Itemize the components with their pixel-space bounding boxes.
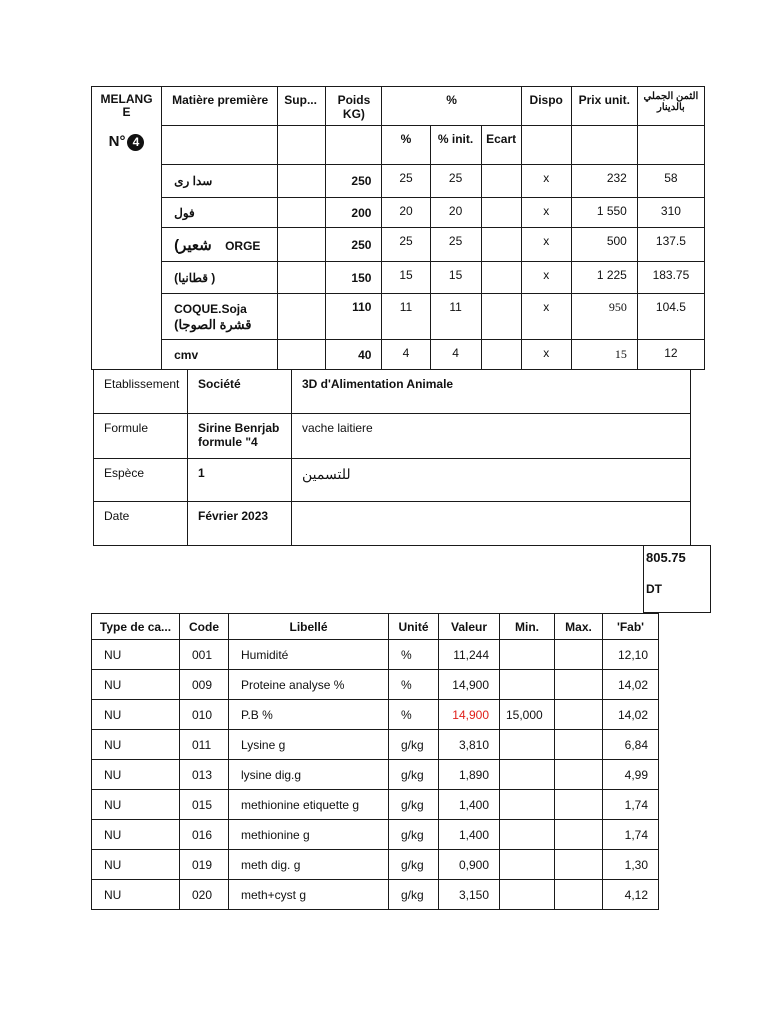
- sup-cell: [278, 228, 326, 262]
- ingredient-name: COQUE.Soja: [174, 301, 247, 316]
- analysis-row: [92, 670, 659, 700]
- ingredient-name-extra: (قشرة الصوجا: [174, 316, 252, 332]
- societe-label: Société: [188, 370, 292, 414]
- analysis-valeur: 3,150: [439, 880, 500, 910]
- formule-desc: vache laitiere: [292, 414, 691, 459]
- ingredient-dispo: x: [521, 165, 571, 198]
- espece-value: 1: [188, 459, 292, 502]
- date-label: Date: [94, 502, 188, 546]
- header-matiere: Matière première: [162, 87, 278, 126]
- ingredient-pct-init: 11: [430, 294, 481, 340]
- analysis-row: [92, 700, 659, 730]
- total-value: 805.75: [646, 550, 686, 565]
- ingredient-dispo: x: [521, 262, 571, 294]
- ingredient-total: 310: [637, 198, 704, 228]
- analysis-row: [92, 730, 659, 760]
- composition-table: [91, 86, 705, 370]
- analysis-type: NU: [92, 880, 180, 910]
- analysis-libelle: meth dig. g: [229, 850, 389, 880]
- ingredient-poids: 250: [326, 165, 382, 198]
- header-prix: Prix unit.: [571, 87, 637, 126]
- societe-value: 3D d'Alimentation Animale: [292, 370, 691, 414]
- melange-number: [92, 133, 161, 151]
- col-max: Max.: [555, 614, 603, 640]
- analysis-code: 020: [180, 880, 229, 910]
- melange-number-badge: 4: [127, 134, 144, 151]
- analysis-valeur: 14,900: [439, 700, 500, 730]
- analysis-libelle: lysine dig.g: [229, 760, 389, 790]
- ingredient-prix: 232: [571, 165, 637, 198]
- analysis-unite: g/kg: [389, 760, 439, 790]
- analysis-min: [500, 880, 555, 910]
- analysis-unite: g/kg: [389, 820, 439, 850]
- analysis-type: NU: [92, 790, 180, 820]
- analysis-fab: 1,74: [603, 790, 659, 820]
- ingredient-row: [92, 198, 705, 228]
- col-libelle: Libellé: [229, 614, 389, 640]
- analysis-libelle: meth+cyst g: [229, 880, 389, 910]
- sub-empty: [162, 126, 278, 165]
- ingredient-row: [92, 340, 705, 370]
- ingredient-name-cell: [162, 228, 278, 262]
- analysis-type: NU: [92, 850, 180, 880]
- analysis-unite: %: [389, 670, 439, 700]
- sub-empty: [278, 126, 326, 165]
- analysis-code: 016: [180, 820, 229, 850]
- ingredient-pct: 15: [382, 262, 430, 294]
- analysis-valeur: 1,890: [439, 760, 500, 790]
- analysis-fab: 1,30: [603, 850, 659, 880]
- analysis-libelle: Lysine g: [229, 730, 389, 760]
- ingredient-dispo: x: [521, 340, 571, 370]
- analysis-valeur: 3,810: [439, 730, 500, 760]
- formule-value: Sirine Benrjab formule "4: [188, 414, 292, 459]
- ingredient-name: سدا رى: [162, 165, 278, 198]
- header-sup: Sup...: [278, 87, 326, 126]
- col-unite: Unité: [389, 614, 439, 640]
- analysis-row: [92, 640, 659, 670]
- ingredient-prix: 1 225: [571, 262, 637, 294]
- sub-empty: [326, 126, 382, 165]
- ingredient-poids: 150: [326, 262, 382, 294]
- ingredient-row: [92, 165, 705, 198]
- analysis-libelle: Proteine analyse %: [229, 670, 389, 700]
- analysis-type: NU: [92, 670, 180, 700]
- ingredient-dispo: x: [521, 198, 571, 228]
- ingredient-total: 104.5: [637, 294, 704, 340]
- analysis-code: 013: [180, 760, 229, 790]
- ingredient-name: فول: [162, 198, 278, 228]
- analysis-code: 015: [180, 790, 229, 820]
- analysis-libelle: Humidité: [229, 640, 389, 670]
- analysis-fab: 1,74: [603, 820, 659, 850]
- ingredient-total: 183.75: [637, 262, 704, 294]
- sub-pct-init: % init.: [430, 126, 481, 165]
- ingredient-total: 12: [637, 340, 704, 370]
- etablissement-label: Etablissement: [94, 370, 188, 414]
- analysis-type: NU: [92, 760, 180, 790]
- ecart-cell: [481, 262, 521, 294]
- ingredient-dispo: x: [521, 228, 571, 262]
- header-poids: Poids KG): [326, 87, 382, 126]
- ecart-cell: [481, 228, 521, 262]
- ingredient-row: [92, 228, 705, 262]
- ingredient-dispo: x: [521, 294, 571, 340]
- analysis-fab: 14,02: [603, 700, 659, 730]
- total-box: [643, 545, 711, 613]
- sup-cell: [278, 294, 326, 340]
- analysis-body: [92, 640, 659, 910]
- analysis-valeur: 0,900: [439, 850, 500, 880]
- ingredient-pct-init: 25: [430, 165, 481, 198]
- analysis-type: NU: [92, 700, 180, 730]
- analysis-min: 15,000: [500, 700, 555, 730]
- analysis-fab: 6,84: [603, 730, 659, 760]
- analysis-row: [92, 760, 659, 790]
- ingredient-pct: 20: [382, 198, 430, 228]
- ingredient-total: 58: [637, 165, 704, 198]
- analysis-libelle: P.B %: [229, 700, 389, 730]
- analysis-max: [555, 790, 603, 820]
- col-min: Min.: [500, 614, 555, 640]
- ingredient-pct: 25: [382, 165, 430, 198]
- melange-header: MELANGE: [100, 92, 153, 119]
- analysis-fab: 12,10: [603, 640, 659, 670]
- header-pct: %: [382, 87, 521, 126]
- formule-label: Formule: [94, 414, 188, 459]
- ingredient-pct-init: 15: [430, 262, 481, 294]
- analysis-fab: 4,12: [603, 880, 659, 910]
- melange-cell: [92, 87, 162, 370]
- ingredient-pct: 4: [382, 340, 430, 370]
- ingredient-name-cell: [162, 294, 278, 340]
- ingredient-prix: 950: [571, 294, 637, 340]
- sub-empty: [637, 126, 704, 165]
- sub-ecart: Ecart: [481, 126, 521, 165]
- col-code: Code: [180, 614, 229, 640]
- info-table: [93, 369, 691, 546]
- header-dispo: Dispo: [521, 87, 571, 126]
- col-valeur: Valeur: [439, 614, 500, 640]
- ingredient-poids: 110: [326, 294, 382, 340]
- analysis-fab: 14,02: [603, 670, 659, 700]
- ingredient-poids: 250: [326, 228, 382, 262]
- analysis-code: 019: [180, 850, 229, 880]
- ingredient-row: [92, 262, 705, 294]
- sub-pct: %: [382, 126, 430, 165]
- analysis-max: [555, 730, 603, 760]
- sup-cell: [278, 262, 326, 294]
- analysis-max: [555, 700, 603, 730]
- ingredient-poids: 200: [326, 198, 382, 228]
- ingredient-row: [92, 294, 705, 340]
- analysis-min: [500, 760, 555, 790]
- analysis-unite: %: [389, 700, 439, 730]
- ingredient-pct-init: 25: [430, 228, 481, 262]
- sub-empty: [571, 126, 637, 165]
- analysis-max: [555, 640, 603, 670]
- espece-desc: للتسمين: [292, 459, 691, 502]
- ingredient-name-extra: ORGE: [225, 238, 261, 253]
- analysis-min: [500, 730, 555, 760]
- analysis-fab: 4,99: [603, 760, 659, 790]
- analysis-code: 009: [180, 670, 229, 700]
- total-unit: DT: [646, 582, 662, 596]
- analysis-min: [500, 790, 555, 820]
- ingredient-prix: 1 550: [571, 198, 637, 228]
- sup-cell: [278, 340, 326, 370]
- analysis-libelle: methionine etiquette g: [229, 790, 389, 820]
- analysis-code: 001: [180, 640, 229, 670]
- analysis-type: NU: [92, 730, 180, 760]
- espece-label: Espèce: [94, 459, 188, 502]
- analysis-valeur: 14,900: [439, 670, 500, 700]
- ecart-cell: [481, 294, 521, 340]
- sup-cell: [278, 165, 326, 198]
- ingredient-name: (شعير: [174, 236, 212, 254]
- ingredient-pct: 11: [382, 294, 430, 340]
- analysis-unite: g/kg: [389, 850, 439, 880]
- ingredient-name: cmv: [162, 340, 278, 370]
- ingredient-name: (قطانيا ): [162, 262, 278, 294]
- analysis-unite: g/kg: [389, 790, 439, 820]
- ingredient-pct-init: 20: [430, 198, 481, 228]
- analysis-max: [555, 820, 603, 850]
- analysis-valeur: 1,400: [439, 820, 500, 850]
- ingredient-prix: 15: [571, 340, 637, 370]
- analysis-max: [555, 850, 603, 880]
- sub-empty: [521, 126, 571, 165]
- analysis-code: 010: [180, 700, 229, 730]
- analysis-unite: g/kg: [389, 880, 439, 910]
- analysis-type: NU: [92, 640, 180, 670]
- analysis-min: [500, 640, 555, 670]
- ingredient-pct-init: 4: [430, 340, 481, 370]
- analysis-libelle: methionine g: [229, 820, 389, 850]
- ecart-cell: [481, 165, 521, 198]
- ecart-cell: [481, 198, 521, 228]
- analysis-min: [500, 670, 555, 700]
- analysis-row: [92, 820, 659, 850]
- sup-cell: [278, 198, 326, 228]
- analysis-table: [91, 613, 659, 910]
- analysis-unite: %: [389, 640, 439, 670]
- analysis-max: [555, 880, 603, 910]
- analysis-code: 011: [180, 730, 229, 760]
- analysis-row: [92, 790, 659, 820]
- ingredient-pct: 25: [382, 228, 430, 262]
- melange-no-label: N°: [108, 133, 126, 150]
- analysis-row: [92, 880, 659, 910]
- analysis-row: [92, 850, 659, 880]
- date-value: Février 2023: [188, 502, 292, 546]
- analysis-max: [555, 760, 603, 790]
- header-total-ar: الثمن الجملي بالدينار: [637, 87, 704, 126]
- ingredient-total: 137.5: [637, 228, 704, 262]
- ingredient-poids: 40: [326, 340, 382, 370]
- ecart-cell: [481, 340, 521, 370]
- ingredient-prix: 500: [571, 228, 637, 262]
- analysis-valeur: 1,400: [439, 790, 500, 820]
- analysis-unite: g/kg: [389, 730, 439, 760]
- analysis-type: NU: [92, 820, 180, 850]
- analysis-max: [555, 670, 603, 700]
- col-fab: 'Fab': [603, 614, 659, 640]
- col-type: Type de ca...: [92, 614, 180, 640]
- analysis-min: [500, 850, 555, 880]
- analysis-valeur: 11,244: [439, 640, 500, 670]
- date-empty: [292, 502, 691, 546]
- analysis-min: [500, 820, 555, 850]
